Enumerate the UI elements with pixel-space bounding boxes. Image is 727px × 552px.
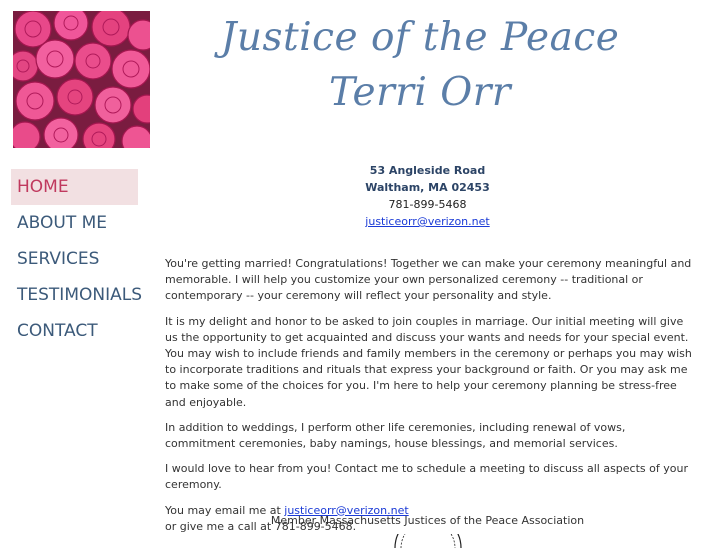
- content-email-link[interactable]: justiceorr@verizon.net: [284, 503, 409, 517]
- phone-number: 781-899-5468: [388, 198, 467, 211]
- main-content: [165, 256, 695, 544]
- membership-note: Member Massachusetts Justices of the Peace Association: [270, 514, 585, 527]
- intro-paragraph: You're getting married! Congratulations! Together we can make your ceremony meaningful and memorable. I will help you customize your own personalized ceremony -- traditional or contemporary -- your ceremony will reflect your personality and style.: [165, 257, 692, 303]
- nav-item-home[interactable]: HOME: [11, 169, 138, 205]
- city-address: Waltham, MA 02453: [365, 181, 490, 194]
- delight-paragraph: It is my delight and honor to be asked to join couples in marriage. Our initial meeting will give us the opportunity to get acquainted and discuss your wants and needs for your special event. You may wish to include friends and family members in the ceremony or perhaps you may wish to incorporate traditions and rituals that express your background or faith. Or you may ask me to make some of the choices for you. I'm here to help your ceremony planning be stress-free and enjoyable.: [165, 314, 692, 409]
- street-address: 53 Angleside Road: [369, 164, 486, 177]
- nav-item-contact[interactable]: CONTACT: [17, 321, 98, 341]
- association-seal-icon: [393, 533, 463, 552]
- email-prefix: You may email me at: [165, 503, 285, 517]
- contact-paragraph: I would love to hear from you! Contact me to schedule a meeting to discuss all aspects of your ceremony.: [165, 462, 688, 492]
- email-link[interactable]: justiceorr@verizon.net: [365, 215, 490, 228]
- site-title: Justice of the Peace: [220, 15, 620, 60]
- nav-item-about-me[interactable]: ABOUT ME: [17, 213, 108, 233]
- roses-photo: [13, 11, 150, 148]
- site-subtitle: Terri Orr: [329, 70, 511, 115]
- main-nav: [11, 169, 142, 349]
- nav-item-testimonials[interactable]: TESTIMONIALS: [17, 285, 142, 305]
- nav-item-services[interactable]: SERVICES: [17, 249, 100, 269]
- call-line: or give me a call at 781-899-5468.: [165, 519, 357, 533]
- ceremonies-paragraph: In addition to weddings, I perform other life ceremonies, including renewal of vows, commitment ceremonies, baby namings, house blessings, and memorial services.: [165, 420, 626, 451]
- contact-block: [160, 162, 695, 230]
